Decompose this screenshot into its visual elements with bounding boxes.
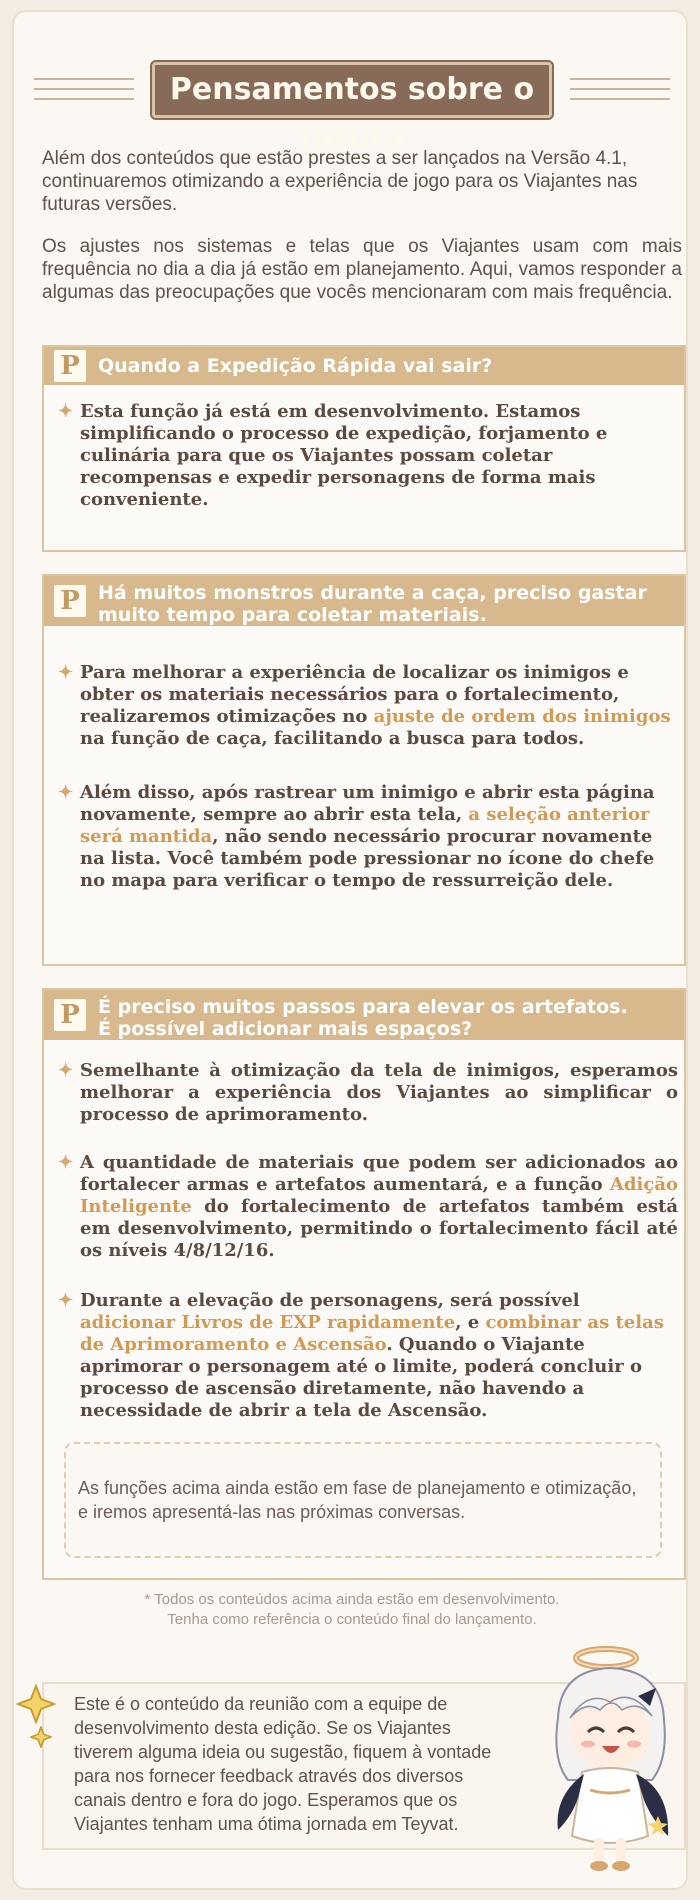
- answer-item: ✦ Semelhante à otimização da tela de inimigos, esperamos melhorar a experiência dos Viajantes ao simplificar o processo de aprimoramento.: [58, 1060, 678, 1125]
- intro-paragraph-1: Além dos conteúdos que estão prestes a ser lançados na Versão 4.1, continuaremos otimizando a experiência de jogo para os Viajantes nas futuras versões.: [42, 148, 638, 215]
- star-bullet-icon: ✦: [58, 782, 74, 803]
- article-page: [12, 10, 688, 1890]
- star-bullet-icon: ✦: [58, 1060, 74, 1081]
- footnote-line-1: * Todos os conteúdos acima ainda estão em desenvolvimento.: [144, 1591, 560, 1608]
- star-bullet-icon: ✦: [58, 1290, 74, 1311]
- page-title: Pensamentos sobre o futuro: [152, 62, 552, 118]
- answer-item: ✦ Para melhorar a experiência de localizar os inimigos e obter os materiais necessários para o fortalecimento, realizaremos otimizações no ajuste de ordem dos inimigos na função de caça, facilitando a busca para todos.: [58, 662, 671, 749]
- question-title-line-2: É possível adicionar mais espaços?: [98, 1018, 473, 1040]
- question-card-1: [42, 345, 686, 552]
- intro-paragraph-2: Os ajustes nos sistemas e telas que os Viajantes usam com mais frequência no dia a dia já estão em planejamento. Aqui, vamos responder a algumas das preocupações que vocês mencionaram com mais frequência.: [42, 236, 682, 303]
- answer-item: ✦ Durante a elevação de personagens, será possível adicionar Livros de EXP rapidamente, e combinar as telas de Aprimoramento e Ascensão. Quando o Viajante aprimorar o personagem até o limite, poderá concluir o processo de ascensão diretamente, não havendo a necessidade de abrir a tela de Ascensão.: [58, 1290, 664, 1421]
- highlight-text: Adição Inteligente: [80, 1174, 678, 1217]
- star-bullet-icon: ✦: [58, 401, 74, 422]
- planning-note: As funções acima ainda estão em fase de planejamento e otimização, e iremos apresentá-las nas próximas conversas.: [64, 1442, 662, 1558]
- mascot-illustration: [540, 1640, 684, 1880]
- question-card-2: [42, 574, 686, 966]
- header-banner: [34, 62, 670, 157]
- question-title: Há muitos monstros durante a caça, preciso gastar muito tempo para coletar materiais.: [98, 582, 647, 626]
- p-badge-icon: P: [54, 350, 86, 382]
- highlight-text: ajuste de ordem dos inimigos: [373, 706, 671, 727]
- answer-item: ✦ Esta função já está em desenvolvimento. Estamos simplificando o processo de expedição, forjamento e culinária para que os Viajantes possam coletar recompensas e expedir personagens de forma mais conveniente.: [58, 401, 608, 510]
- star-bullet-icon: ✦: [58, 1152, 74, 1173]
- footnote-line-2: Tenha como referência o conteúdo final do lançamento.: [167, 1611, 537, 1628]
- answer-item: ✦ A quantidade de materiais que podem ser adicionados ao fortalecer armas e artefatos aumentará, e a função Adição Inteligente do fortalecimento de artefatos também está em desenvolvimento, permitindo o fortalecimento fácil até os níveis 4/8/12/16.: [58, 1152, 678, 1261]
- p-badge-icon: P: [54, 999, 86, 1031]
- highlight-text: a seleção anterior será mantida: [80, 804, 650, 847]
- answer-item: ✦ Além disso, após rastrear um inimigo e abrir esta página novamente, sempre ao abrir esta tela, a seleção anterior será mantida, não sendo necessário procurar novamente na lista. Você também pode pressionar no ícone do chefe no mapa para verificar o tempo de ressurreição dele.: [58, 782, 655, 891]
- question-title-line-1: É preciso muitos passos para elevar os artefatos.: [98, 996, 628, 1018]
- star-bullet-icon: ✦: [58, 662, 74, 683]
- highlight-text: combinar as telas de Aprimoramento e Ascensão: [80, 1312, 664, 1355]
- question-title: Quando a Expedição Rápida vai sair?: [98, 355, 493, 377]
- p-badge-icon: P: [54, 585, 86, 617]
- highlight-text: adicionar Livros de EXP rapidamente: [80, 1312, 456, 1333]
- small-sparkle-icon: [30, 1726, 52, 1748]
- closing-text: Este é o conteúdo da reunião com a equipe de desenvolvimento desta edição. Se os Viajantes tiverem alguma ideia ou sugestão, fiquem à vontade para nos fornecer feedback através dos diversos canais dentro e fora do jogo. Esperamos que os Viajantes tenham uma ótima jornada em Teyvat.: [74, 1694, 492, 1834]
- sparkle-icon: [16, 1684, 56, 1724]
